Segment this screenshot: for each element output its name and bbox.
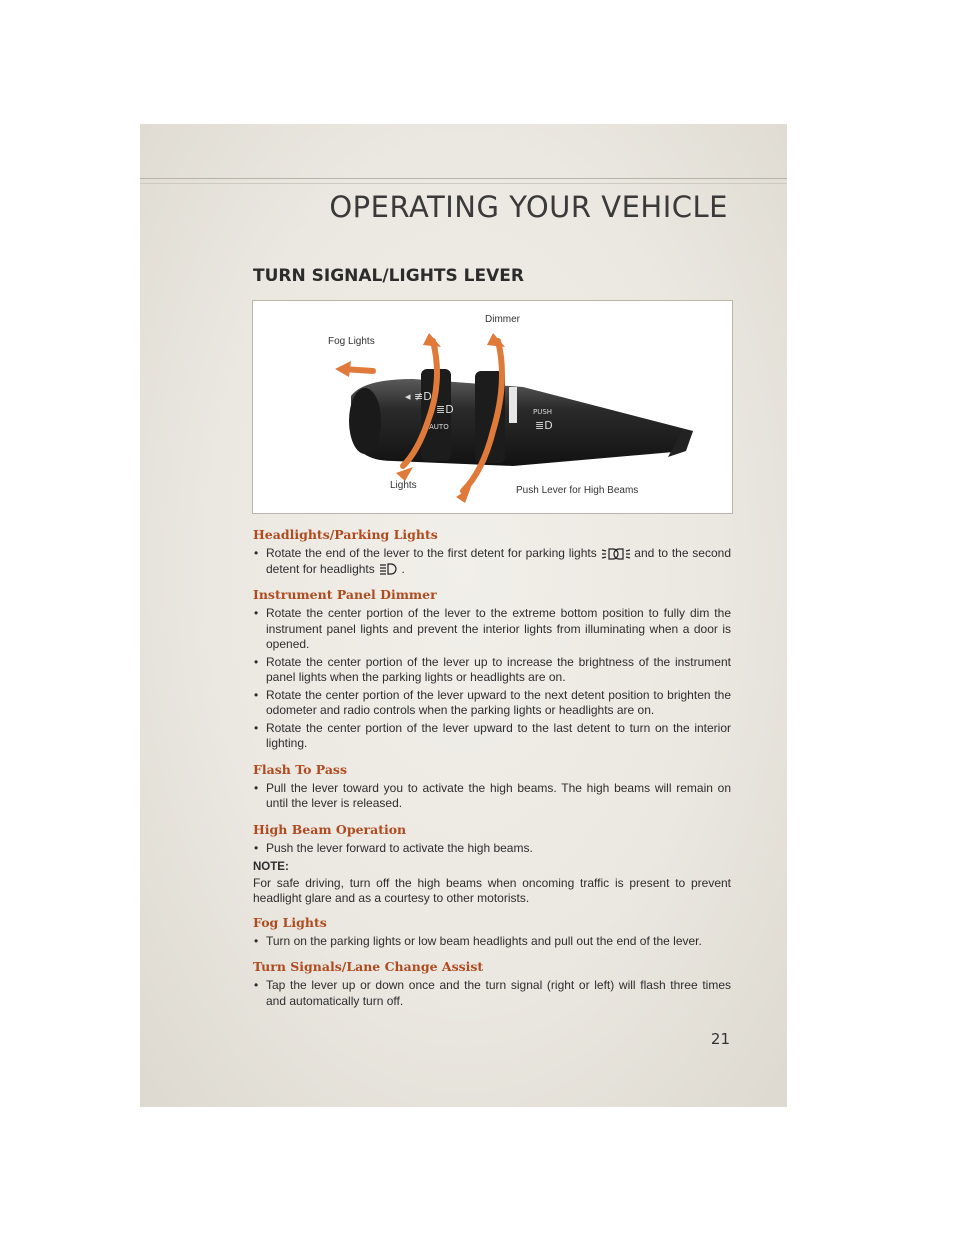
dimmer-item: • Rotate the center portion of the lever upward to the last detent to turn on the interior lighting. [253, 721, 731, 752]
chapter-title: OPERATING YOUR VEHICLE [329, 190, 728, 224]
svg-text:◂ ≢D: ◂ ≢D [405, 390, 432, 403]
turn-item: • Tap the lever up or down once and the turn signal (right or left) will flash three times and automatically turn off. [253, 978, 731, 1009]
svg-text:PUSH: PUSH [533, 408, 553, 416]
svg-text:≣D: ≣D [535, 419, 553, 432]
svg-text:AUTO: AUTO [429, 423, 449, 431]
heading-high-beam: High Beam Operation [253, 821, 407, 837]
heading-turn-signals: Turn Signals/Lane Change Assist [253, 959, 484, 974]
flash-item: • Pull the lever toward you to activate the high beams. The high beams will remain on until the lever is released. [253, 781, 731, 812]
lights-label: Lights [390, 480, 417, 491]
svg-text:≣D: ≣D [436, 403, 454, 416]
heading-headlights: Headlights/Parking Lights [253, 527, 438, 542]
section-title: TURN SIGNAL/LIGHTS LEVER [253, 266, 524, 286]
dimmer-item: • Rotate the center portion of the lever up to increase the brightness of the instrument panel lights when the parking lights or headlights are on. [253, 655, 731, 686]
page-number: 21 [710, 1030, 730, 1048]
heading-dimmer: Instrument Panel Dimmer [253, 587, 437, 602]
dimmer-item: • Rotate the center portion of the lever to the extreme bottom position to fully dim the instrument panel lights and prevent the interior lights from illuminating when a door is opened. [253, 606, 731, 653]
lever-body [351, 379, 693, 466]
high-beam-item: • Push the lever forward to activate the high beams. [253, 841, 731, 857]
parking-lights-icon [601, 547, 631, 561]
header-rule-secondary [140, 183, 787, 184]
lever-end-cap [349, 388, 381, 454]
header-rule [140, 178, 787, 179]
lever-illustration [253, 301, 732, 513]
heading-flash-to-pass: Flash To Pass [253, 761, 347, 777]
headlight-icon [378, 562, 398, 576]
dimmer-label: Dimmer [485, 314, 520, 325]
lever-figure [252, 300, 733, 514]
note-label: NOTE: [253, 861, 289, 873]
heading-fog-lights: Fog Lights [253, 914, 327, 930]
fog-lights-label: Fog Lights [328, 336, 375, 347]
dimmer-item: • Rotate the center portion of the lever upward to the next detent position to brighten the odometer and radio controls when the parking lights or headlights are on. [253, 688, 731, 719]
fog-item: • Turn on the parking lights or low beam headlights and pull out the end of the lever. [253, 934, 731, 950]
headlights-item: • Rotate the end of the lever to the first detent for parking lights and to the second detent for headlights . [253, 546, 731, 577]
manual-page [140, 124, 787, 1107]
push-lever-label: Push Lever for High Beams [516, 485, 639, 496]
dimmer-indicator [509, 387, 517, 423]
note-text: For safe driving, turn off the high beams when oncoming traffic is present to prevent headlight glare and as a courtesy to other motorists. [253, 875, 731, 905]
content-body [253, 526, 731, 1011]
